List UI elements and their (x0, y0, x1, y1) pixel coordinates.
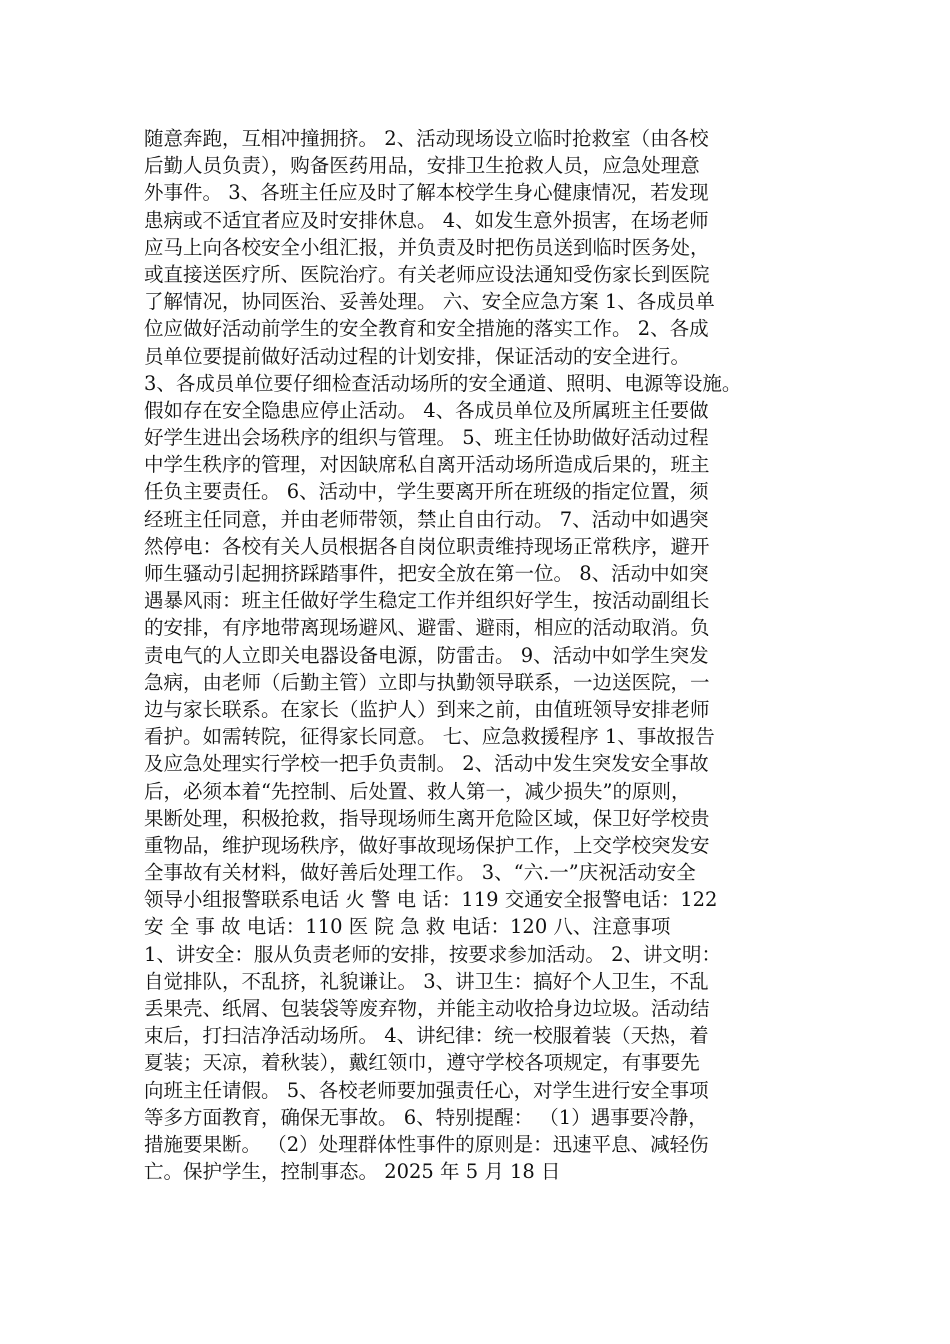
text-line: 领导小组报警联系电话 火 警 电 话：119 交通安全报警电话：122 (144, 888, 718, 912)
text-line: 自觉排队，不乱挤，礼貌谦让。 3、讲卫生：搞好个人卫生，不乱 (144, 969, 709, 993)
text-line: 全事故有关材料，做好善后处理工作。 3、“六.一”庆祝活动安全 (144, 861, 696, 885)
text-line: 向班主任请假。 5、各校老师要加强责任心，对学生进行安全事项 (144, 1078, 709, 1102)
text-line: 1、讲安全：服从负责老师的安排，按要求参加活动。 2、讲文明： (144, 942, 722, 966)
text-line: 经班主任同意，并由老师带领，禁止自由行动。 7、活动中如遇突 (144, 507, 709, 531)
text-line: 安 全 事 故 电话：110 医 院 急 救 电话：120 八、注意事项 (144, 915, 671, 939)
text-line: 患病或不适宜者应及时安排休息。 4、如发生意外损害，在场老师 (144, 208, 709, 232)
text-line: 任负主要责任。 6、活动中，学生要离开所在班级的指定位置，须 (144, 480, 709, 504)
text-line: 亡。保护学生，控制事态。 2025 年 5 月 18 日 (144, 1160, 561, 1184)
text-line: 重物品，维护现场秩序，做好事故现场保护工作，上交学校突发安 (144, 833, 710, 857)
text-line: 果断处理，积极抢救，指导现场师生离开危险区域，保卫好学校贵 (144, 806, 710, 830)
text-line: 束后，打扫洁净活动场所。 4、讲纪律：统一校服着装（天热，着 (144, 1024, 709, 1048)
text-line: 师生骚动引起拥挤踩踏事件，把安全放在第一位。 8、活动中如突 (144, 562, 709, 585)
text-line: 后勤人员负责），购备医药用品，安排卫生抢救人员，应急处理意 (144, 154, 700, 178)
text-line: 遇暴风雨：班主任做好学生稳定工作并组织好学生，按活动副组长 (144, 589, 710, 613)
text-line: 随意奔跑，互相冲撞拥挤。 2、活动现场设立临时抢救室（由各校 (144, 127, 709, 150)
text-line: 中学生秩序的管理，对因缺席私自离开活动场所造成后果的，班主 (144, 453, 710, 477)
text-line: 责电气的人立即关电器设备电源，防雷击。 9、活动中如学生突发 (144, 643, 709, 667)
text-line: 及应急处理实行学校一把手负责制。 2、活动中发生突发安全事故 (144, 752, 709, 776)
text-line: 好学生进出会场秩序的组织与管理。 5、班主任协助做好活动过程 (144, 426, 709, 450)
text-line: 边与家长联系。在家长（监护人）到来之前，由值班领导安排老师 (144, 697, 710, 721)
text-line: 后，必须本着“先控制、后处置、救人第一，减少损失”的原则， (144, 779, 691, 803)
text-line: 员单位要提前做好活动过程的计划安排，保证活动的安全进行。 (144, 344, 691, 368)
text-line: 的安排，有序地带离现场避风、避雷、避雨，相应的活动取消。负 (144, 616, 710, 640)
body-text (144, 125, 824, 1185)
text-line: 看护。如需转院，征得家长同意。 七、应急救援程序 1、事故报告 (144, 725, 715, 749)
text-line: 措施要果断。 （2）处理群体性事件的原则是：迅速平息、减轻伤 (144, 1132, 709, 1156)
text-line: 3、各成员单位要仔细检查活动场所的安全通道、照明、电源等设施。 (144, 371, 742, 395)
text-line: 丢果壳、纸屑、包装袋等废弃物，并能主动收拾身边垃圾。活动结 (144, 997, 710, 1020)
text-line: 假如存在安全隐患应停止活动。 4、各成员单位及所属班主任要做 (144, 398, 709, 422)
text-line: 然停电：各校有关人员根据各自岗位职责维持现场正常秩序，避开 (144, 534, 710, 558)
text-line: 夏装；天凉，着秋装），戴红领巾，遵守学校各项规定，有事要先 (144, 1051, 700, 1075)
text-line: 急病，由老师（后勤主管）立即与执勤领导联系，一边送医院，一 (144, 670, 710, 694)
text-line: 外事件。 3、各班主任应及时了解本校学生身心健康情况，若发现 (144, 181, 709, 205)
text-line: 或直接送医疗所、医院治疗。有关老师应设法通知受伤家长到医院 (144, 262, 710, 286)
text-line: 应马上向各校安全小组汇报，并负责及时把伤员送到临时医务处， (144, 235, 710, 259)
text-line: 等多方面教育，确保无事故。 6、特别提醒： （1）遇事要冷静， (144, 1105, 708, 1129)
text-line: 位应做好活动前学生的安全教育和安全措施的落实工作。 2、各成 (144, 317, 709, 341)
text-line: 了解情况，协同医治、妥善处理。 六、安全应急方案 1、各成员单 (144, 290, 715, 314)
